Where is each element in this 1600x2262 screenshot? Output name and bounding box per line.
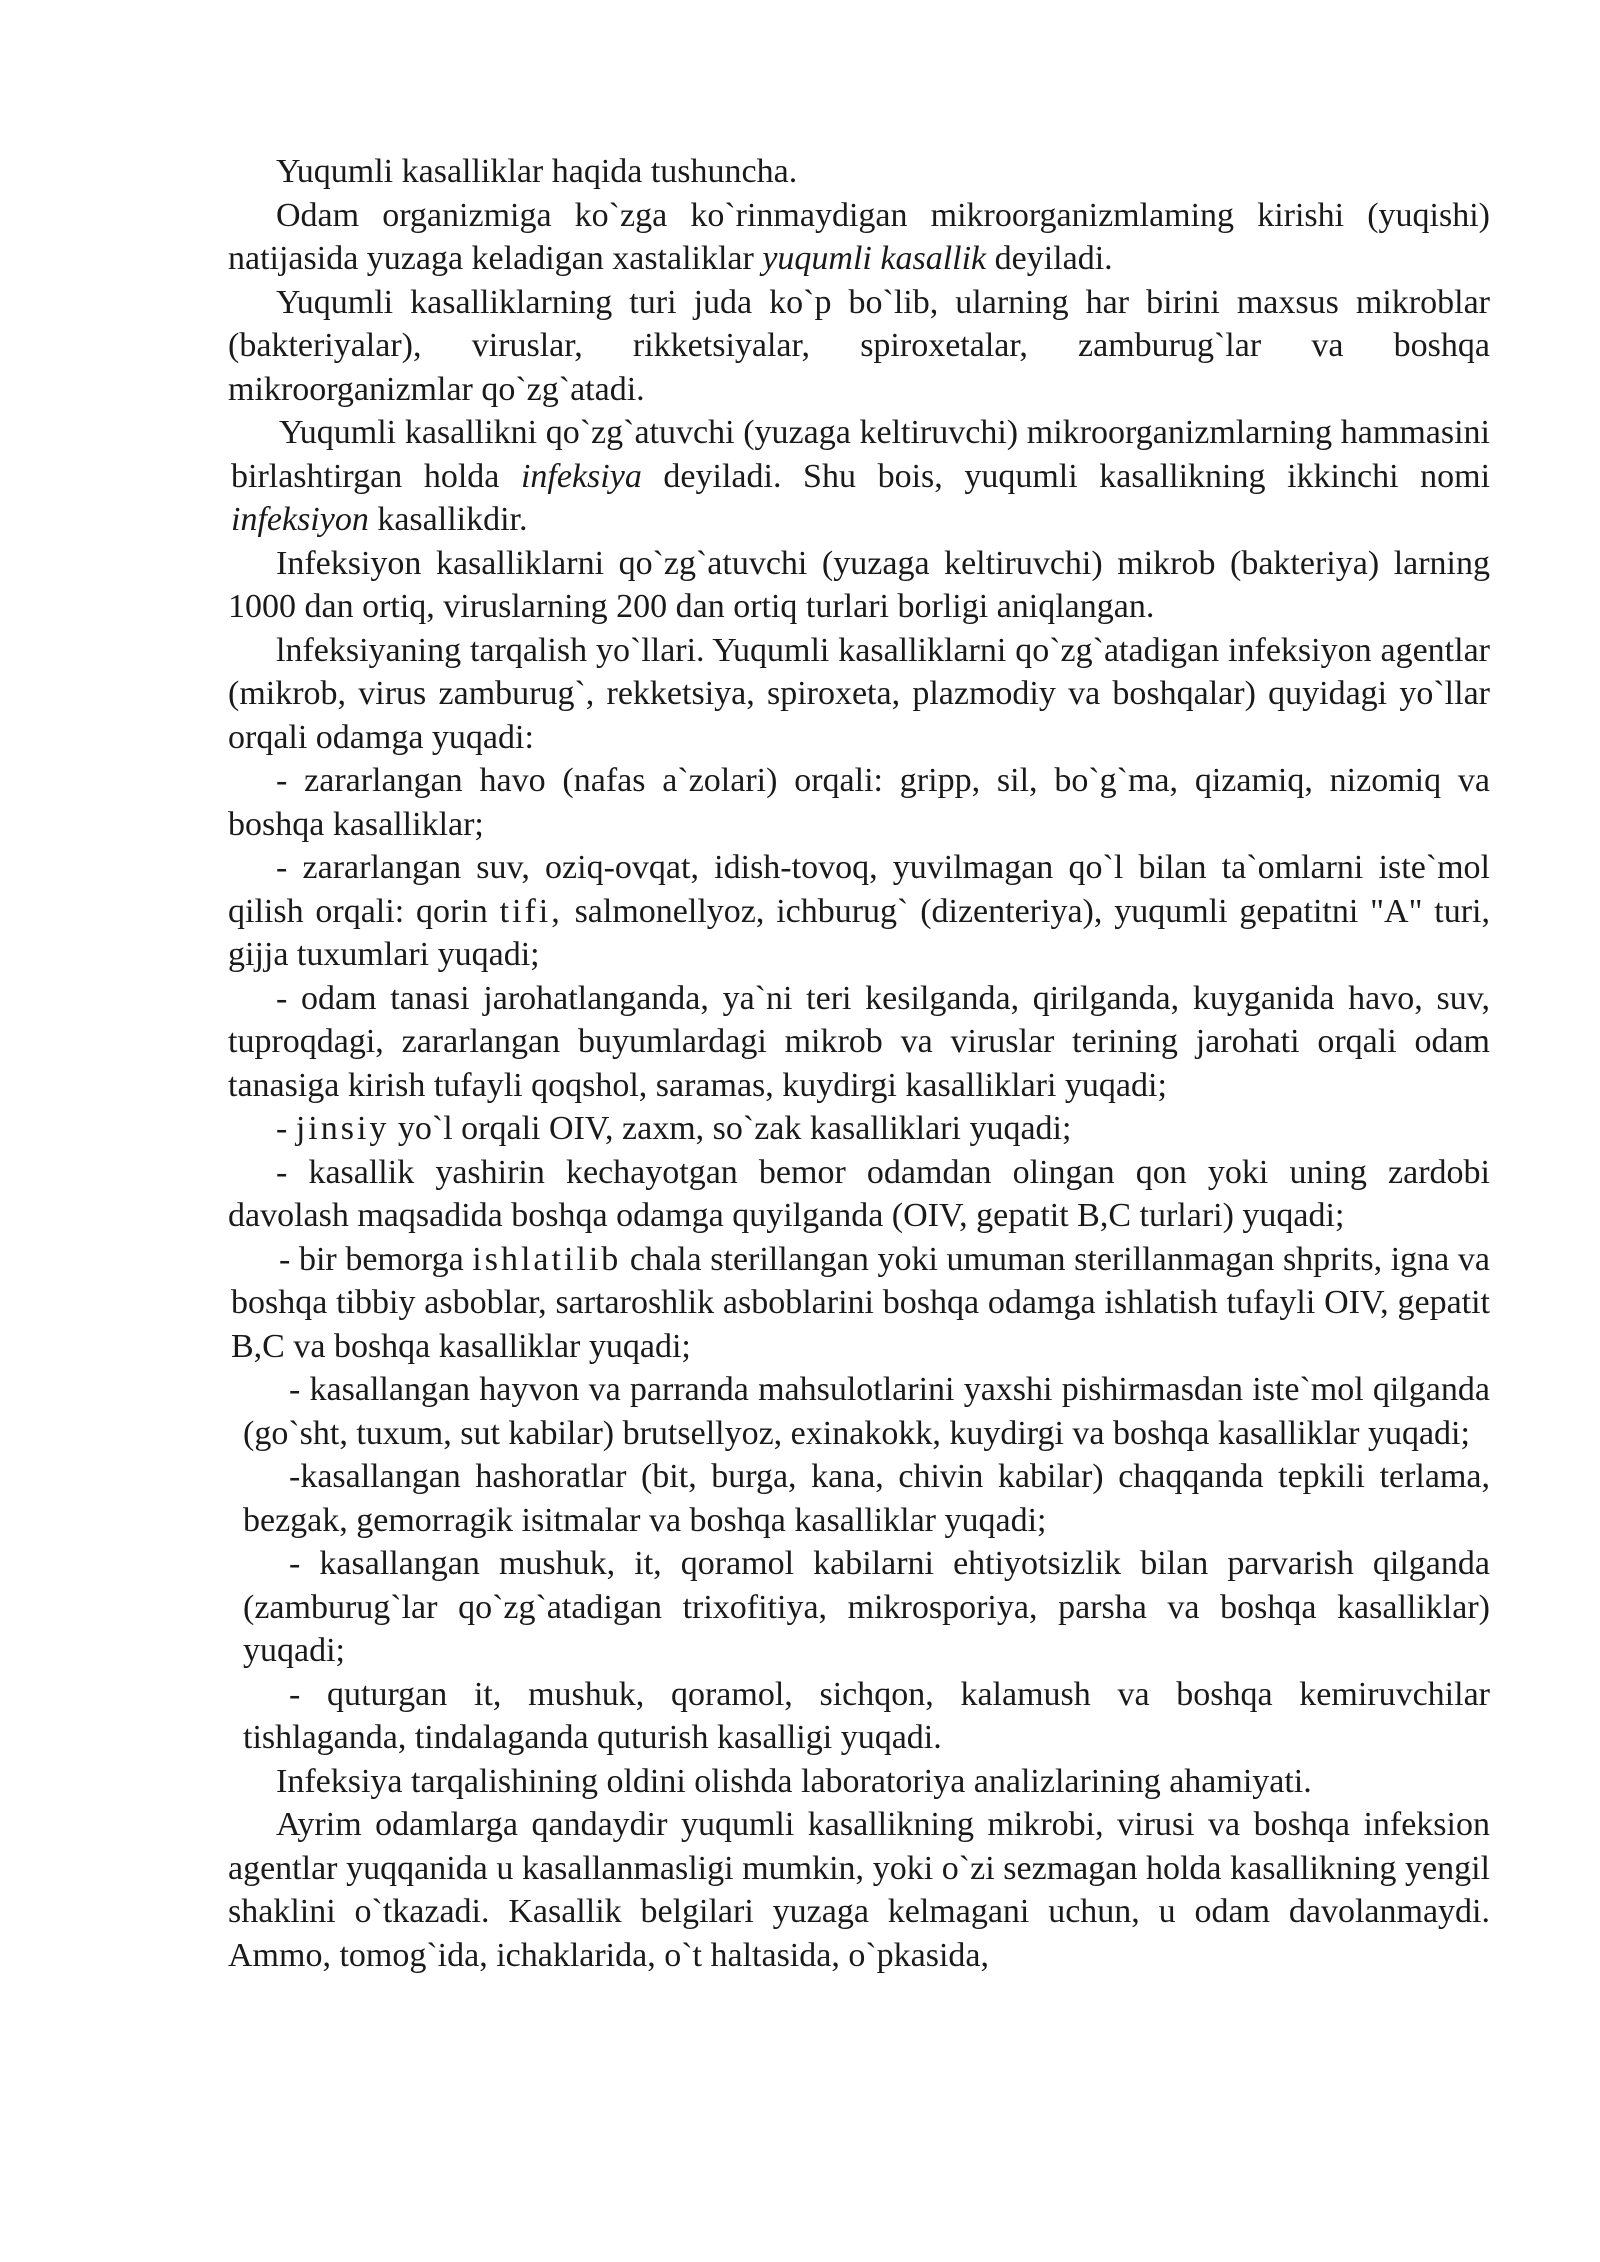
list-item-food	[228, 846, 1490, 977]
text-run: - kasallangan mushuk, it, qoramol kabilarni ehtiyotsizlik bilan parvarish qilganda (zamburug`lar qo`zg`atadigan trixofitiya, mikrosporiya, parsha va boshqa kasalliklar) yuqadi;	[243, 1545, 1490, 1669]
text-run: Infeksiyon kasalliklarni qo`zg`atuvchi (yuzaga keltiruvchi) mikrob (bakteriya) larning 1000 dan ortiq, viruslarning 200 dan ortiq turlari borligi aniqlangan.	[228, 544, 1490, 625]
text-run: -	[276, 1110, 296, 1147]
section-heading-laboratory	[228, 1760, 1490, 1804]
text-run: salmonellyoz, ichburug` (dizenteriya), yuqumli gepatitni "A" turi, gijja tuxumlari yuqadi;	[228, 892, 1490, 973]
list-item-instruments	[231, 1238, 1490, 1369]
text-run: Yuqumli kasallikni qo`zg`atuvchi (yuzaga keltiruvchi) mikroorganizmlarning hammasini birlashtirgan holda	[231, 414, 1490, 495]
list-item-blood	[228, 1151, 1490, 1238]
list-item-animal-products	[243, 1368, 1490, 1455]
italic-term: infeksiyon	[231, 501, 369, 538]
list-item-wounds	[228, 977, 1490, 1108]
section-heading-spread	[228, 629, 1490, 760]
spaced-word: ishlatilib	[472, 1240, 622, 1278]
text-run: yo`l orqali OIV, zaxm, so`zak kasalliklari yuqadi;	[389, 1110, 1072, 1147]
italic-term: infeksiya	[520, 457, 642, 495]
list-item-air	[228, 759, 1490, 846]
text-run: -kasallangan hashoratlar (bit, burga, kana, chivin kabilar) chaqqanda tepkili terlama, bezgak, gemorragik isitmalar va boshqa kasalliklar yuqadi;	[243, 1458, 1490, 1539]
paragraph-infection	[231, 411, 1490, 542]
text-run: deyiladi. Shu bois, yuqumli kasallikning ikkinchi nomi	[641, 457, 1491, 495]
text-run: deyiladi.	[986, 240, 1113, 277]
text-run: Infeksiya tarqalishining oldini olishda laboratoriya analizlarining ahamiyati.	[276, 1762, 1312, 1800]
italic-term: yuqumli kasallik	[762, 240, 987, 277]
spaced-word: tifi,	[499, 892, 563, 930]
section-heading-intro	[228, 150, 1490, 194]
text-run: - bir bemorga	[279, 1240, 473, 1278]
paragraph-definition	[228, 194, 1490, 281]
text-run: Odam organizmiga ko`zga ko`rinmaydigan mikroorganizmlaming kirishi (yuqishi) natijasida yuzaga keladigan xastaliklar	[228, 196, 1490, 277]
list-item-rabies	[243, 1673, 1490, 1760]
text-run: - zararlangan suv, oziq-ovqat, idish-tovoq, yuvilmagan qo`l bilan ta`omlarni iste`mol qilish orqali: qorin	[228, 849, 1490, 930]
text-run: chala sterillangan yoki umuman sterillanmagan shprits, igna va boshqa tibbiy asboblar, sartaroshlik asboblarini boshqa odamga ishlatish tufayli OIV, gepatit B,C va boshqa kasalliklar yuqadi;	[231, 1240, 1490, 1365]
text-run: - kasallik yashirin kechayotgan bemor odamdan olingan qon yoki uning zardobi davolash maqsadida boshqa odamga quyilganda (OIV, gepatit B,C turlari) yuqadi;	[228, 1153, 1490, 1234]
list-item-insects	[243, 1455, 1490, 1542]
text-run: Yuqumli kasalliklarning turi juda ko`p bo`lib, ularning har birini maxsus mikroblar (bakteriyalar), viruslar, rikketsiyalar, spiroxetalar, zamburug`lar va boshqa mikroorganizmlar qo`zg`atadi.	[228, 283, 1490, 408]
text-run: Yuqumli kasalliklar haqida tushuncha.	[276, 153, 798, 190]
text-run: Ayrim odamlarga qandaydir yuqumli kasallikning mikrobi, virusi va boshqa infeksion agentlar yuqqanida u kasallanmasligi mumkin, yoki o`zi sezmagan holda kasallikning yengil shaklini o`tkazadi. Kasallik belgilari yuzaga kelmagani uchun, u odam davolanmaydi. Ammo, tomog`ida, ichaklarida, o`t haltasida, o`pkasida,	[228, 1806, 1490, 1974]
spaced-word: jinsiy	[295, 1110, 390, 1147]
text-run: lnfeksiyaning tarqalish yo`llari. Yuqumli kasalliklarni qo`zg`atadigan infeksiyon agentlar (mikrob, virus zamburug`, rekketsiya, spiroxeta, plazmodiy va boshqalar) quyidagi yo`llar orqali odamga yuqadi:	[228, 631, 1490, 756]
paragraph-types	[228, 281, 1490, 412]
text-run: - zararlangan havo (nafas a`zolari) orqali: gripp, sil, bo`g`ma, qizamiq, nizomiq va boshqa kasalliklar;	[228, 762, 1490, 843]
text-run: kasallikdir.	[368, 501, 528, 538]
text-run: - odam tanasi jarohatlanganda, ya`ni teri kesilganda, qirilganda, kuyganida havo, suv, tuproqdagi, zararlangan buyumlardagi mikrob va viruslar terining jarohati orqali odam tanasiga kirish tufayli qoqshol, saramas, kuydirgi kasalliklari yuqadi;	[228, 979, 1490, 1104]
list-item-pets	[243, 1542, 1490, 1673]
list-item-sexual	[228, 1107, 1490, 1151]
document-page	[228, 150, 1490, 1977]
text-run: - quturgan it, mushuk, qoramol, sichqon, kalamush va boshqa kemiruvchilar tishlaganda, tindalaganda quturish kasalligi yuqadi.	[243, 1675, 1490, 1756]
paragraph-carriers	[228, 1803, 1490, 1977]
text-run: - kasallangan hayvon va parranda mahsulotlarini yaxshi pishirmasdan iste`mol qilganda (go`sht, tuxum, sut kabilar) brutsellyoz, exinakokk, kuydirgi va boshqa kasalliklar yuqadi;	[243, 1371, 1490, 1452]
paragraph-counts	[228, 542, 1490, 629]
